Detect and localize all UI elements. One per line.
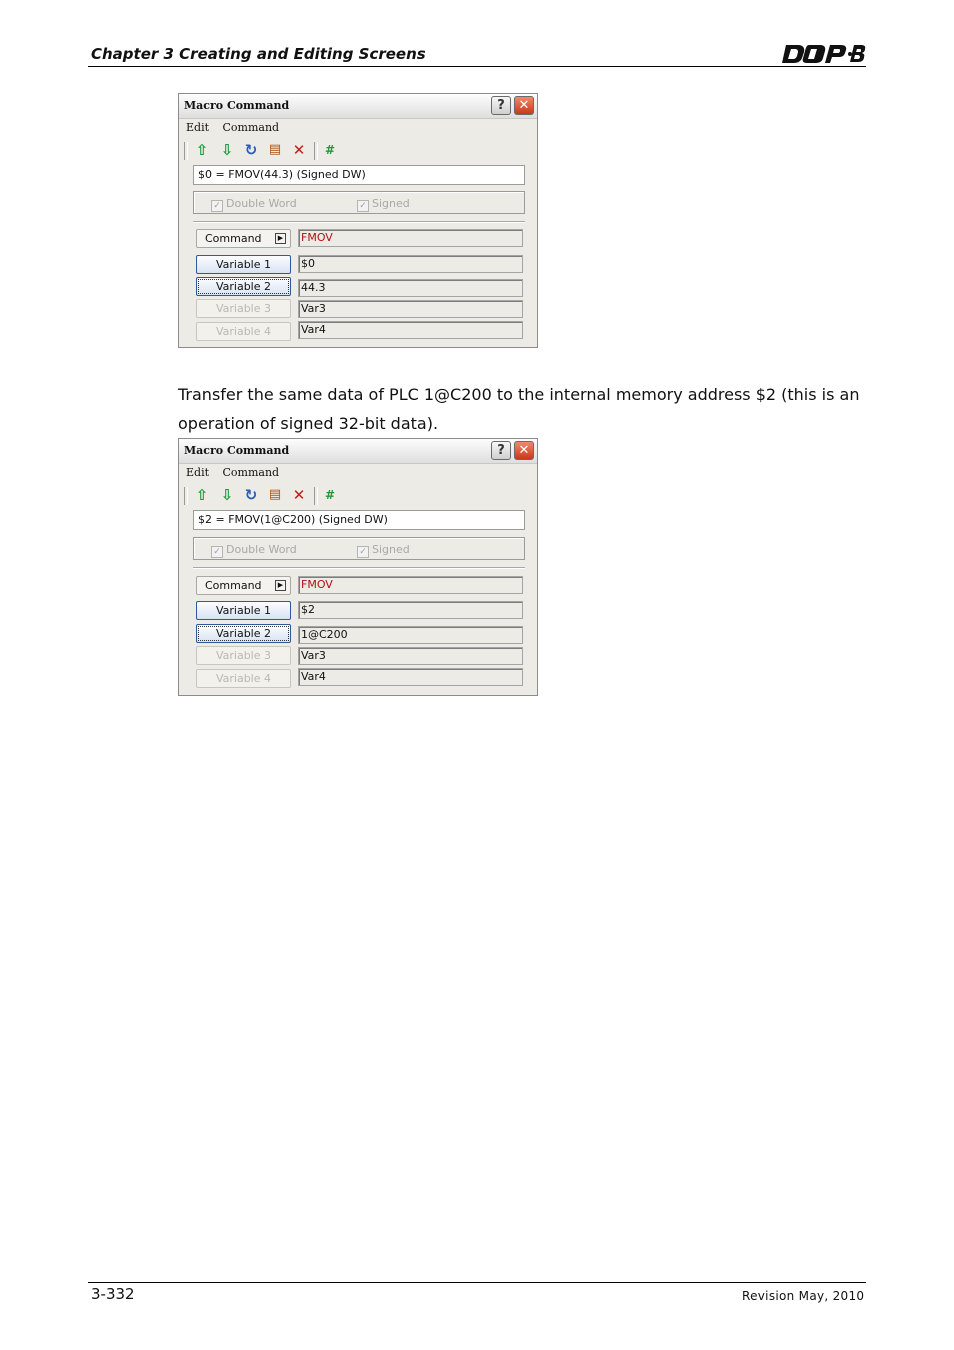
variable-4-button[interactable]: Variable 4 xyxy=(196,669,291,688)
page-number: 3-332 xyxy=(91,1285,135,1303)
double-word-label: Double Word xyxy=(226,197,297,210)
toolbar xyxy=(184,140,534,162)
command-label: Command xyxy=(205,579,262,592)
help-button[interactable]: ? xyxy=(491,96,511,115)
header-rule xyxy=(88,66,866,67)
command-button[interactable] xyxy=(196,229,291,248)
down-arrow-icon[interactable]: ⇩ xyxy=(220,486,234,504)
variable-3-field[interactable]: Var3 xyxy=(298,647,523,665)
close-button[interactable]: ✕ xyxy=(514,96,534,115)
expression-field[interactable]: $0 = FMOV(44.3) (Signed DW) xyxy=(193,165,525,185)
expression-field[interactable]: $2 = FMOV(1@C200) (Signed DW) xyxy=(193,510,525,530)
command-field[interactable]: FMOV xyxy=(298,576,523,594)
divider xyxy=(193,221,525,223)
help-button[interactable]: ? xyxy=(491,441,511,460)
document-icon[interactable]: ▤ xyxy=(268,487,282,502)
variable-2-field[interactable]: 44.3 xyxy=(298,279,523,297)
dop-b-logo xyxy=(782,42,866,64)
down-arrow-icon[interactable]: ⇩ xyxy=(220,141,234,159)
menu-edit[interactable]: Edit xyxy=(186,466,210,479)
refresh-icon[interactable]: ↻ xyxy=(244,141,258,159)
toolbar-separator xyxy=(314,142,318,160)
submenu-arrow-icon: ▶ xyxy=(275,580,286,591)
chapter-title: Chapter 3 Creating and Editing Screens xyxy=(91,45,426,63)
footer-rule xyxy=(88,1282,866,1283)
options-group xyxy=(193,191,525,214)
refresh-icon[interactable]: ↻ xyxy=(244,486,258,504)
variable-1-field[interactable]: $2 xyxy=(298,601,523,619)
toolbar-separator xyxy=(184,142,188,160)
signed-checkbox: ✓ Signed xyxy=(357,543,410,558)
signed-checkbox: ✓ Signed xyxy=(357,197,410,212)
variable-4-field[interactable]: Var4 xyxy=(298,321,523,339)
options-group xyxy=(193,537,525,560)
variable-1-field[interactable]: $0 xyxy=(298,255,523,273)
divider xyxy=(193,567,525,569)
variable-1-button[interactable]: Variable 1 xyxy=(196,255,291,274)
submenu-arrow-icon: ▶ xyxy=(275,233,286,244)
menu-command[interactable]: Command xyxy=(222,121,280,134)
variable-4-field[interactable]: Var4 xyxy=(298,668,523,686)
double-word-checkbox: ✓ Double Word xyxy=(211,197,297,212)
double-word-label: Double Word xyxy=(226,543,297,556)
dialog-titlebar[interactable] xyxy=(179,439,537,464)
variable-4-button[interactable]: Variable 4 xyxy=(196,322,291,341)
up-arrow-icon[interactable]: ⇧ xyxy=(195,141,209,159)
macro-command-dialog-2 xyxy=(178,438,538,696)
toolbar-separator xyxy=(184,487,188,505)
delete-icon[interactable]: ✕ xyxy=(292,141,306,159)
dialog-title: Macro Command xyxy=(184,99,290,112)
command-label: Command xyxy=(205,232,262,245)
double-word-checkbox: ✓ Double Word xyxy=(211,543,297,558)
toolbar-separator xyxy=(314,487,318,505)
dialog-titlebar[interactable] xyxy=(179,94,537,119)
menu-edit[interactable]: Edit xyxy=(186,121,210,134)
menu-command[interactable]: Command xyxy=(222,466,280,479)
signed-label: Signed xyxy=(372,197,410,210)
revision-date: Revision May, 2010 xyxy=(742,1289,865,1303)
macro-command-dialog-1 xyxy=(178,93,538,348)
delete-icon[interactable]: ✕ xyxy=(292,486,306,504)
hash-icon[interactable]: # xyxy=(324,488,336,502)
variable-3-button[interactable]: Variable 3 xyxy=(196,646,291,665)
body-paragraph: Transfer the same data of PLC 1@C200 to the internal memory address $2 (this is an operation of signed 32-bit data). xyxy=(178,385,860,433)
close-button[interactable]: ✕ xyxy=(514,441,534,460)
variable-1-button[interactable]: Variable 1 xyxy=(196,601,291,620)
up-arrow-icon[interactable]: ⇧ xyxy=(195,486,209,504)
command-button[interactable] xyxy=(196,576,291,595)
variable-2-button[interactable]: Variable 2 xyxy=(196,624,291,643)
variable-2-button[interactable]: Variable 2 xyxy=(196,277,291,296)
dialog-title: Macro Command xyxy=(184,444,290,457)
signed-label: Signed xyxy=(372,543,410,556)
hash-icon[interactable]: # xyxy=(324,143,336,157)
menu-bar xyxy=(186,466,289,479)
variable-3-field[interactable]: Var3 xyxy=(298,300,523,318)
toolbar xyxy=(184,485,534,507)
variable-2-field[interactable]: 1@C200 xyxy=(298,626,523,644)
document-icon[interactable]: ▤ xyxy=(268,142,282,157)
command-field[interactable]: FMOV xyxy=(298,229,523,247)
variable-3-button[interactable]: Variable 3 xyxy=(196,299,291,318)
menu-bar xyxy=(186,121,289,134)
